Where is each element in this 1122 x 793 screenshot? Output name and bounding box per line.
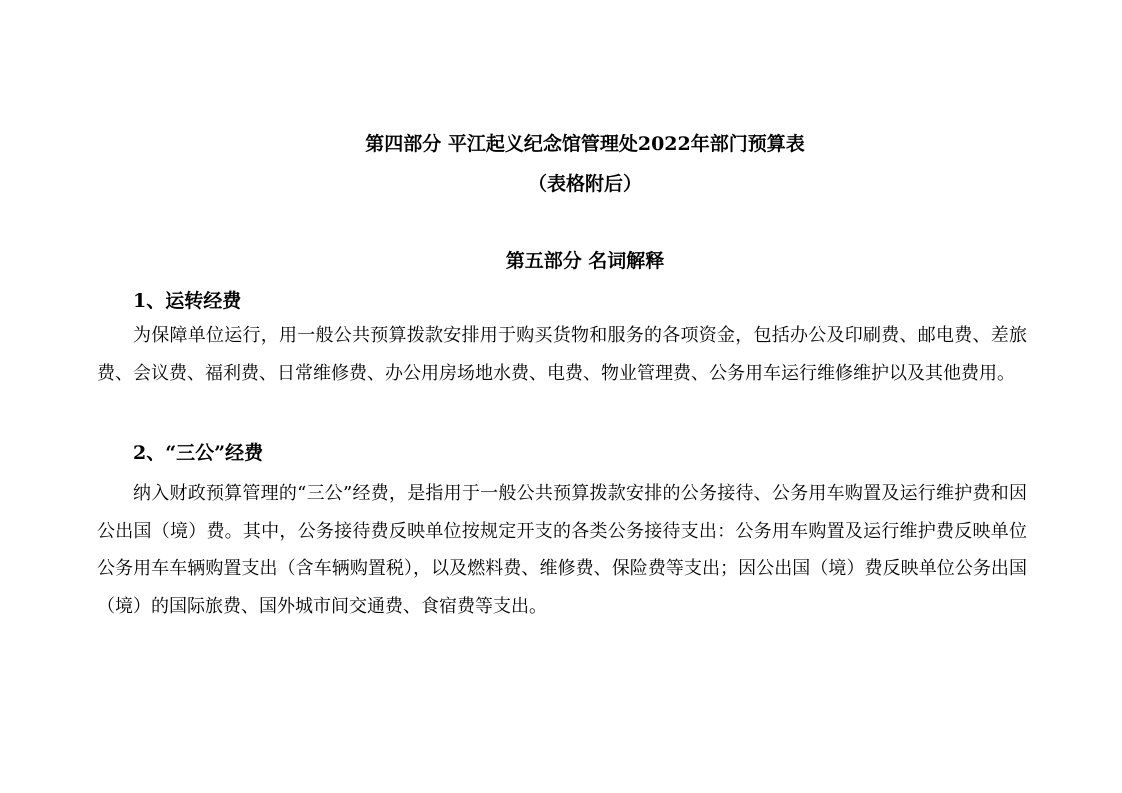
part5-title: 第五部分 名词解释 bbox=[505, 250, 665, 272]
section-1-body: 为保障单位运行，用一般公共预算拨款安排用于购买货物和服务的各项资金，包括办公及印刷费、邮电费、差旅费、会议费、福利费、日常维修费、办公用房场地水费、电费、物业管理费、公务用车运行维修维护以及其他费用。 bbox=[97, 325, 1027, 384]
section-2-body: 纳入财政预算管理的“三公”经费，是指用于一般公共预算拨款安排的公务接待、公务用车购置及运行维护费和因公出国（境）费。其中，公务接待费反映单位按规定开支的各类公务接待支出：公务用车购置及运行维护费反映单位公务用车车辆购置支出（含车辆购置税），以及燃料费、维修费、保险费等支出；因公出国（境）费反映单位公务出国（境）的国际旅费、国外城市间交通费、食宿费等支出。 bbox=[97, 483, 1027, 617]
section-1-heading: 1、运转经费 bbox=[133, 290, 242, 312]
part4-title: 第四部分 平江起义纪念馆管理处2022年部门预算表 bbox=[365, 133, 805, 155]
section-2-heading: 2、“三公”经费 bbox=[133, 442, 264, 464]
part4-subtitle: （表格附后） bbox=[527, 173, 642, 195]
